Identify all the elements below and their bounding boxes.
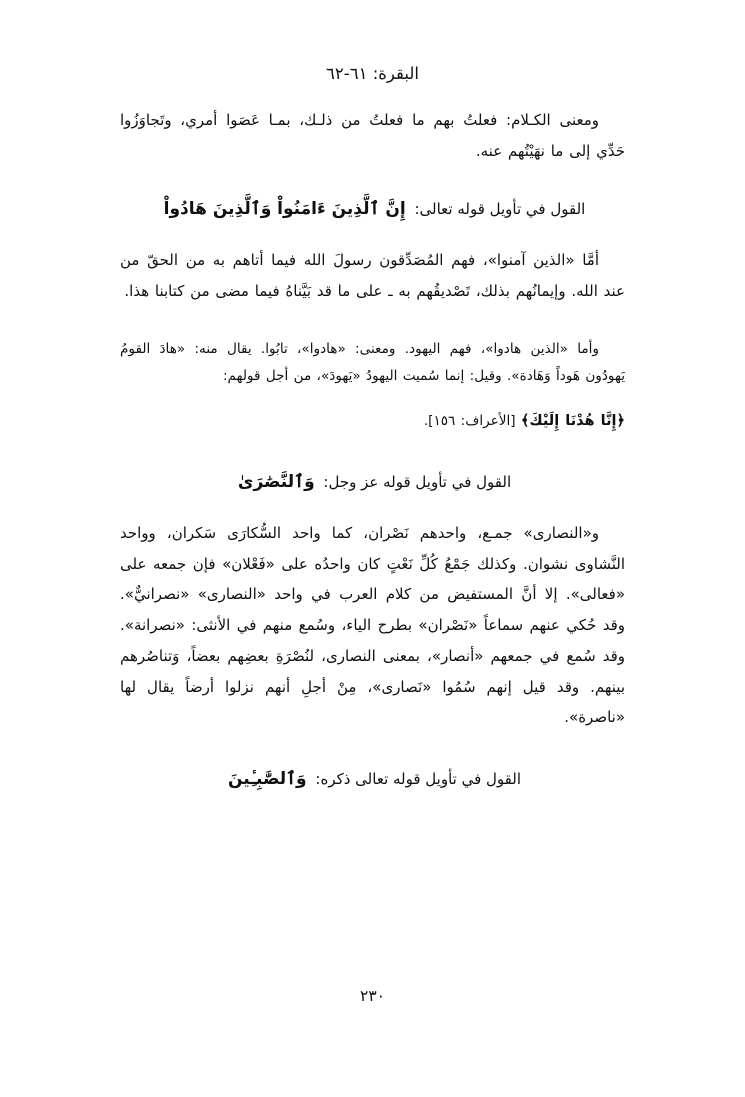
paragraph-4: و«النصارى» جمـع، واحدهم نَصْران، كما واحد السُّكارَى سَكران، وواحد النَّشاوى نشوان. وكذلك جَمْعُ كُلِّ نَعْتٍ كان واحدُه على «فَعْلان» فإن جمعه على «فعالى». إلا أنَّ المستفيض من كلام العرب في واحد «النصارى» «نصرانيٌّ». وقد حُكي عنهم سماعاً «نَصْران» بطرح الياء، وسُمع منهم في الأنثى: «نصرانة». وقد سُمع في جمعهم «أنصار»، بمعنى النصارى، لنُصْرَةِ بعضِهم بعضاً، وَتناصُرهم بينهم. وقد قيل إنهم سُمُوا «نَصارى»، مِنْ أجلِ أنهم نزلوا أرضاً يقال لها «ناصرة». bbox=[120, 523, 625, 727]
citation-reference: [الأعراف: ١٥٦]. bbox=[423, 412, 521, 429]
quran-inline-quote: ﴿إِنَّا هُدْنَا إِلَيْكَ﴾ bbox=[520, 412, 625, 429]
paragraph-1: ومعنى الكـلام: فعلتُ بهم ما فعلتُ من ذلـك، بمـا عَصَوا أمري، وتَجاوَزُوا حَدِّي إلى ما نهَيْتُهم عنه. bbox=[120, 111, 625, 160]
section-heading-3 bbox=[120, 763, 625, 795]
quran-verse-1: إِنَّ ٱلَّذِينَ ءَامَنُواْ وَٱلَّذِينَ هَادُواْ bbox=[163, 198, 406, 219]
quran-verse-3: وَٱلصَّٰبِـِٔينَ bbox=[227, 769, 307, 790]
paragraph-2: أمَّا «الذين آمنوا»، فهم المُصَدِّقون رسولَ الله فيما أتاهم به من الحقّ من عند الله. وإيمانُهم بذلك، تَصْديقُهم به ـ على ما قد بَيَّناهُ فيما مضى من كتابنا هذا. bbox=[120, 250, 625, 300]
section-heading-1 bbox=[120, 193, 625, 225]
paragraph-3: وأما «الذين هادوا»، فهم اليهود. ومعنى: «هادوا»، تابُوا. يقال منه: «هادَ القومُ يَهودُون هَوداً وَهَادة». وقيل: إنما سُميت اليهودُ «يَهودَ»، من أجل قولهم: bbox=[120, 341, 625, 385]
section-heading-2 bbox=[120, 466, 625, 498]
quran-verse-2: وَٱلنَّصَٰرَىٰ bbox=[237, 471, 315, 492]
paragraph-3-citation bbox=[120, 407, 625, 436]
section-lead-3: القول في تأويل قوله تعالى ذكره: bbox=[315, 770, 522, 789]
page-number: ٢٣٠ bbox=[360, 987, 385, 1005]
spacer bbox=[120, 322, 625, 336]
section-lead-1: القول في تأويل قوله تعالى: bbox=[414, 199, 586, 218]
section-lead-2: القول في تأويل قوله عز وجل: bbox=[323, 472, 512, 491]
page-header: البقرة: ٦١-٦٢ bbox=[326, 64, 419, 83]
